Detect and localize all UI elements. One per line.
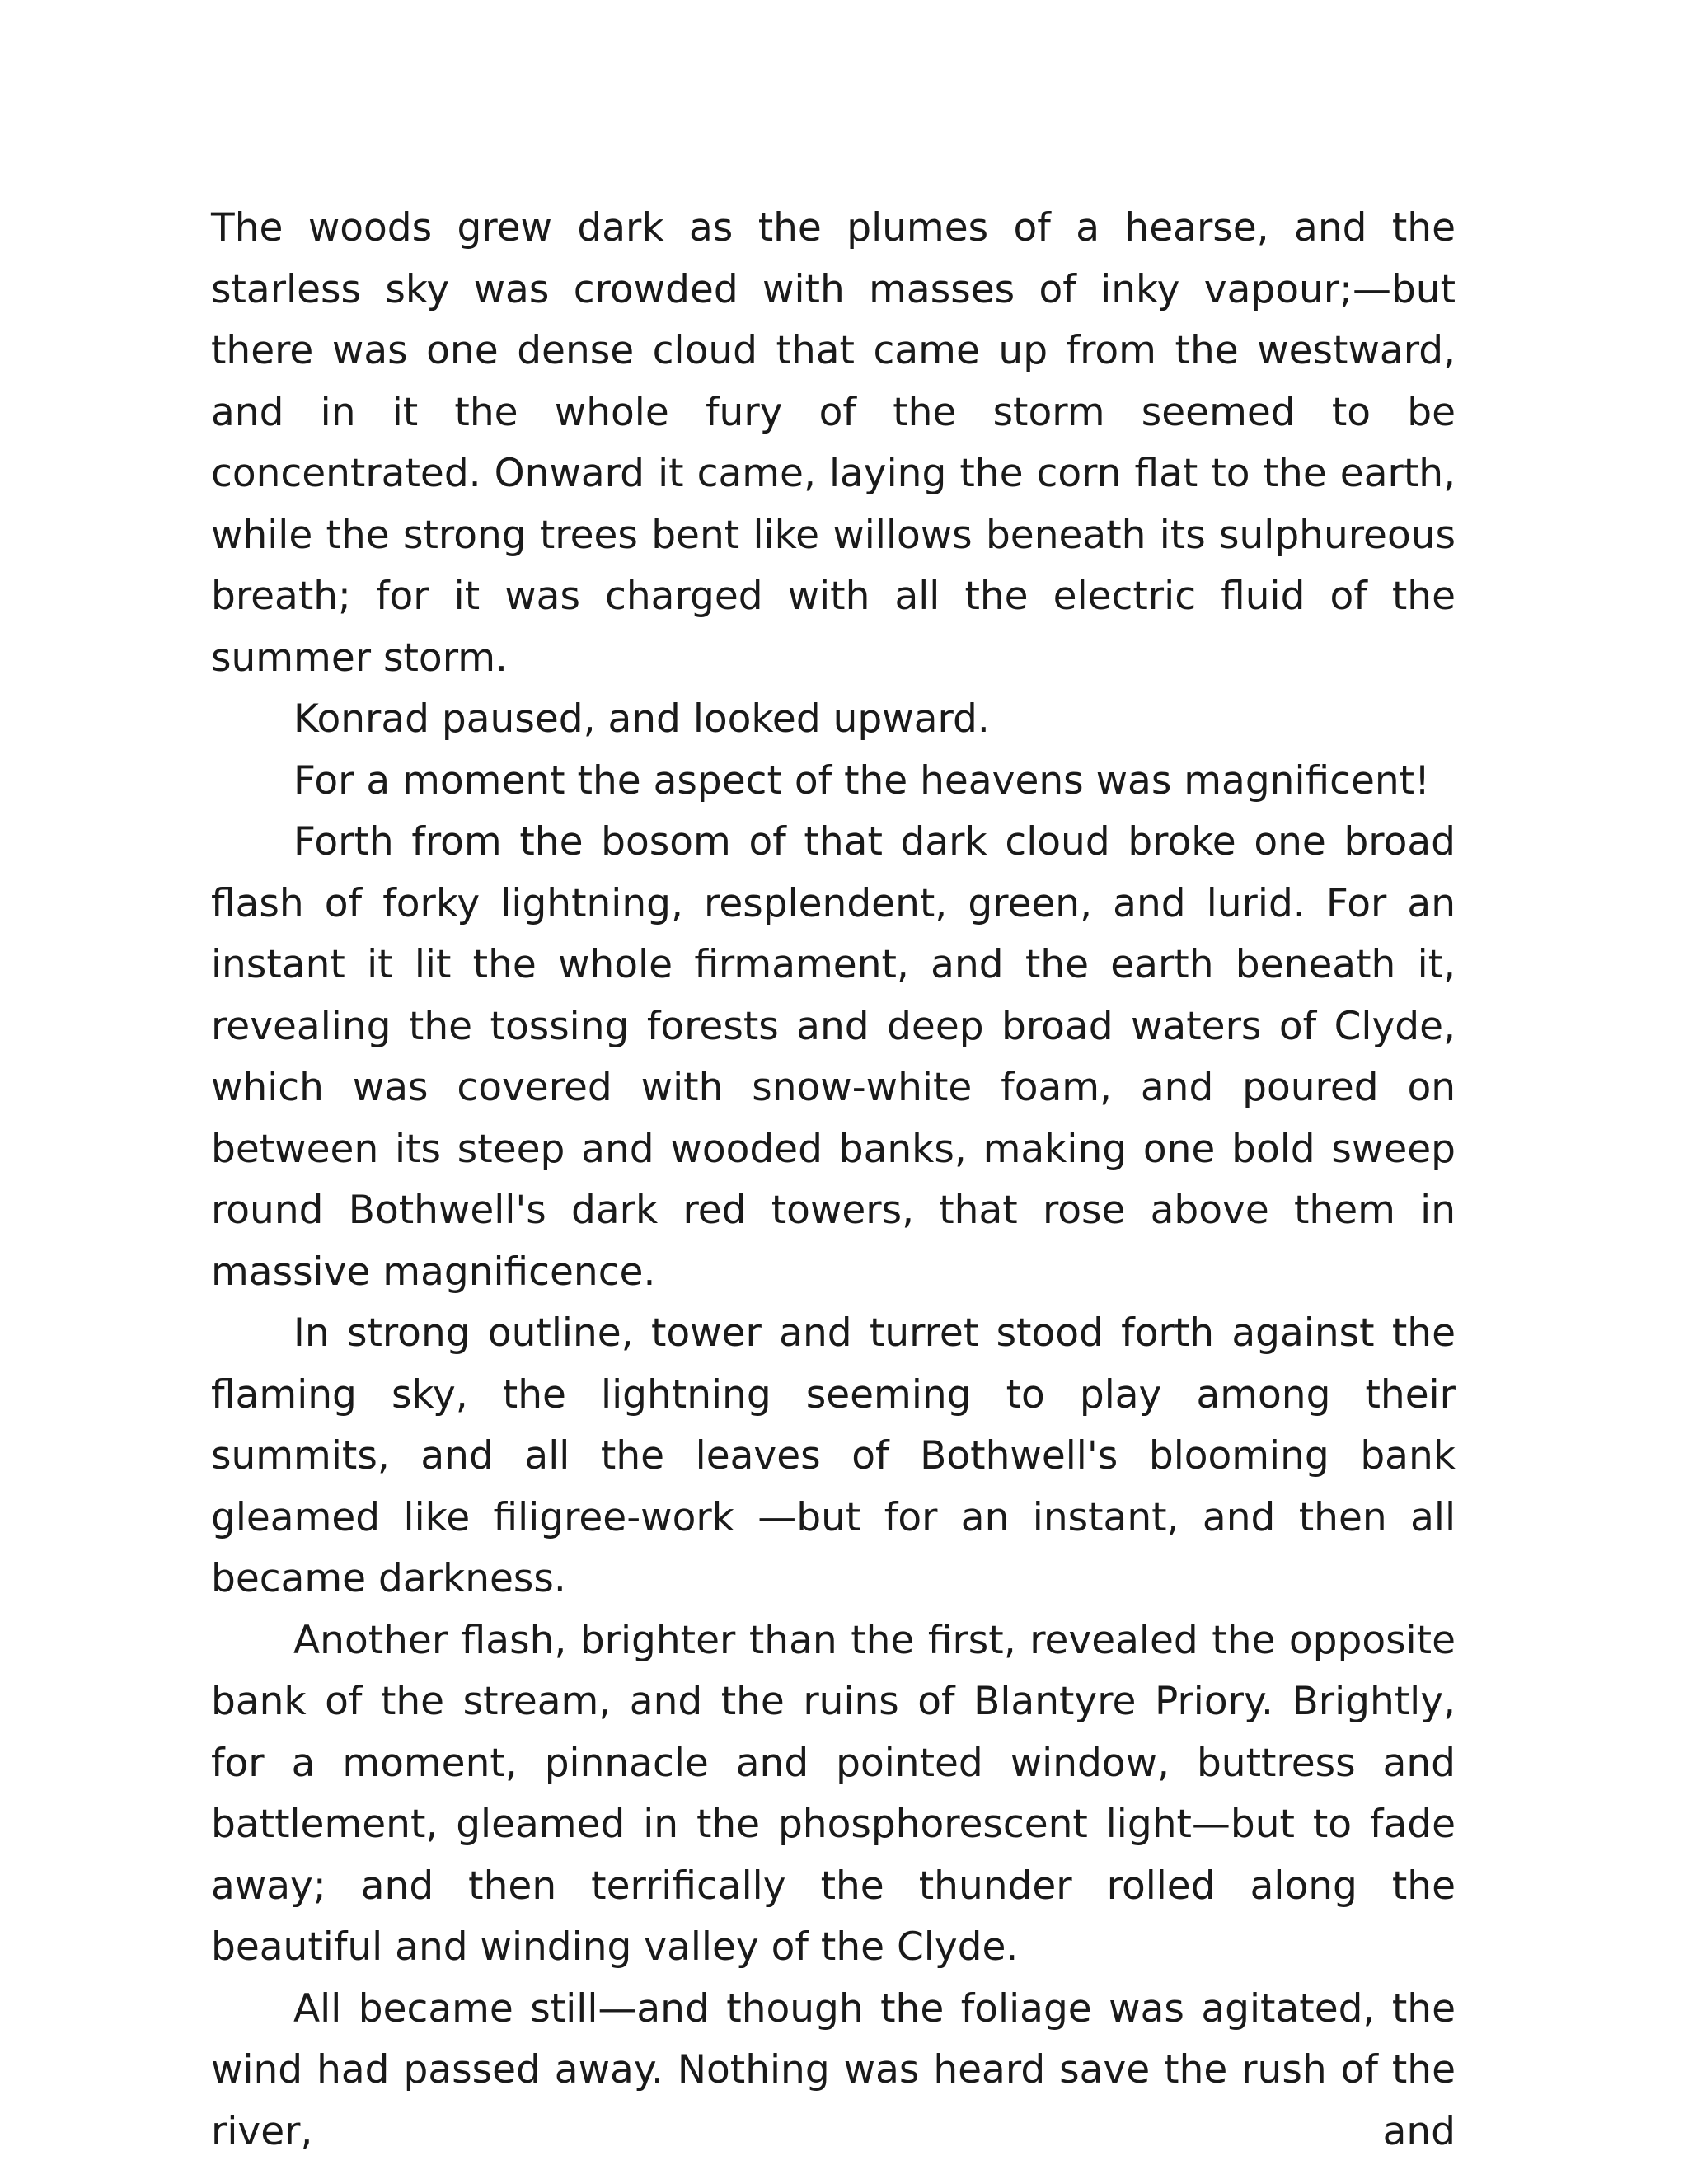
paragraph-all-became-still: All became still—and though the foliage was agitated, the wind had passed away. Nothing was heard save the rush of the river, and: [211, 1985, 1456, 2154]
paragraph-tower-and-turret: In strong outline, tower and turret stood forth against the flaming sky, the lightning seeming to play among their summits, and all the leaves of Bothwell's blooming bank gleamed like filigree-work —but for an instant, and then all became darkness.: [211, 1310, 1456, 1601]
paragraph-another-flash: Another flash, brighter than the first, revealed the opposite bank of the stream, and the ruins of Blantyre Priory. Brightly, for a moment, pinnacle and pointed window, buttress and battlement, gleamed in the phosphorescent light—but to fade away; and then terrifically the thunder rolled along the beautiful and winding valley of the Clyde.: [211, 1617, 1456, 1970]
paragraph-storm-cloud: The woods grew dark as the plumes of a hearse, and the starless sky was crowded with masses of inky vapour;—but there was one dense cloud that came up from the westward, and in it the whole fury of the storm seemed to be concentrated. Onward it came, laying the corn flat to the earth, while the strong trees bent like willows beneath its sulphureous breath; for it was charged with all the electric fluid of the summer storm.: [211, 205, 1456, 681]
paragraph-heavens-magnificent: For a moment the aspect of the heavens was magnificent!: [293, 757, 1430, 804]
paragraph-lightning-flash: Forth from the bosom of that dark cloud broke one broad flash of forky lightning, resplendent, green, and lurid. For an instant it lit the whole firmament, and the earth beneath it, revealing the tossing forests and deep broad waters of Clyde, which was covered with snow-white foam, and poured on between its steep and wooded banks, making one bold sweep round Bothwell's dark red towers, that rose above them in massive magnificence.: [211, 819, 1456, 1295]
body-text: [211, 198, 1456, 2163]
paragraph-konrad-paused: Konrad paused, and looked upward.: [293, 696, 990, 742]
